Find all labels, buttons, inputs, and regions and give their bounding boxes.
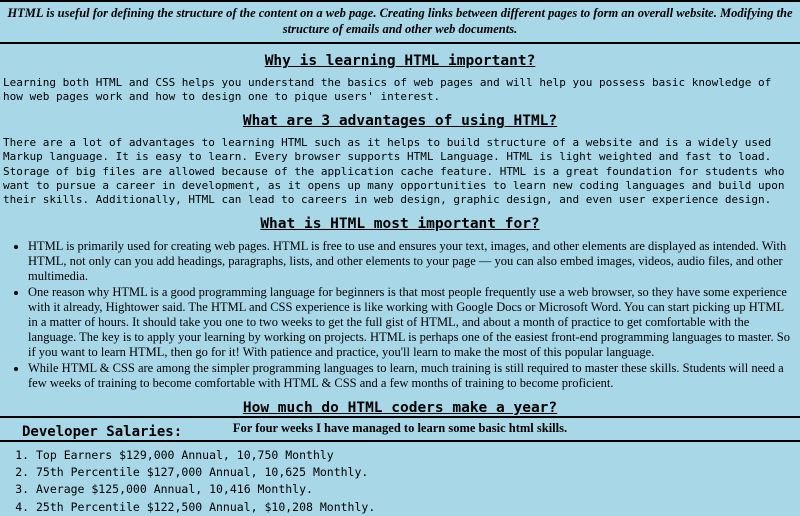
- developer-salaries-subheading: Developer Salaries:: [22, 423, 183, 440]
- list-item: 4. 25th Percentile $122,500 Annual, $10,208 Monthly.: [36, 499, 800, 516]
- section-paragraph-advantages: There are a lot of advantages to learning HTML such as it helps to build structure of a website and is a widely used Markup language. It is easy to learn. Every browser supports HTML Language. HTML is light weighted and fast to load. Storage of big files are allowed because of the application cache feature. HTML is a great foundation for students who want to pursue a career in development, as it opens up many opportunities to learn new coding languages and build upon their skills. Additionally, HTML can lead to careers in web design, graphic design, and even user experience design.: [3, 136, 785, 206]
- section-heading-advantages: What are 3 advantages of using HTML?: [242, 113, 558, 130]
- list-item: • HTML is primarily used for creating web pages. HTML is free to use and ensures your text, images, and other elements are displayed as intended. With HTML, not only can you add headings, paragraphs, lists, and other elements to your page — you can also embed images, videos, audio files, and other multimedia.: [28, 239, 800, 284]
- list-item: • While HTML & CSS are among the simpler programming languages to learn, much training is still required to master these skills. Students will need a few weeks of training to become comfortable with HTML & CSS and a few months of training to become proficient.: [28, 361, 800, 391]
- list-item: • One reason why HTML is a good programming language for beginners is that most people frequently use a web browser, so they have some experience with it already, Hightower said. The HTML and CSS experience is like working with Google Docs or Microsoft Word. You can start picking up HTML in a matter of hours. It should take you one to two weeks to get the full gist of HTML, and about a month of practice to get comfortable with the language. The key is to apply your learning by working on projects. HTML is perhaps one of the easiest front-end programming languages to master. So if you want to learn HTML, then go for it! With patience and practice, you'll learn to make the most of this popular language.: [28, 285, 800, 360]
- salaries-list: [0, 447, 800, 516]
- intro-banner: HTML is useful for defining the structure of the content on a web page. Creating links between different pages to form an overall website. Modifying the structure of emails and other web documents.: [0, 0, 800, 44]
- section-heading-most-important-for: What is HTML most important for?: [260, 215, 540, 232]
- section-paragraph-why-important: Learning both HTML and CSS helps you understand the basics of web pages and will help you possess basic knowledge of how web pages work and how to design one to pique users' interest.: [3, 76, 772, 104]
- list-item: 3. Average $125,000 Annual, 10,416 Monthly.: [36, 481, 800, 498]
- section-heading-salary: How much do HTML coders make a year?: [242, 399, 558, 416]
- list-item: 2. 75th Percentile $127,000 Annual, 10,625 Monthly.: [36, 464, 800, 481]
- list-item: 1. Top Earners $129,000 Annual, 10,750 Monthly: [36, 447, 800, 464]
- section-heading-why-important: Why is learning HTML important?: [264, 53, 536, 70]
- uses-list: [0, 239, 800, 391]
- footer-banner: For four weeks I have managed to learn some basic html skills.: [0, 416, 800, 442]
